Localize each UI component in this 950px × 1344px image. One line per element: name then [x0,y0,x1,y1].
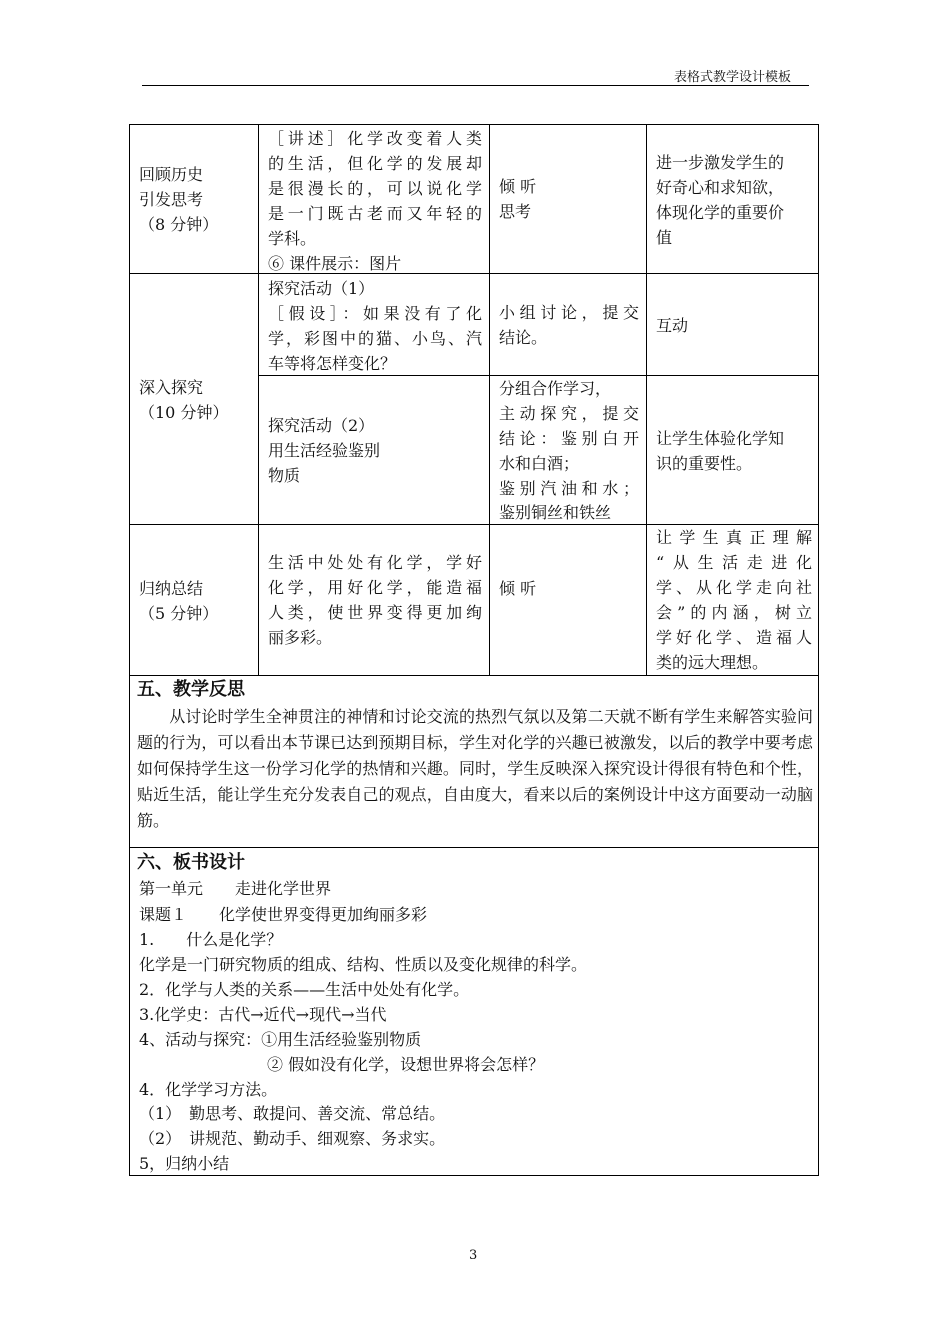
row-2-student-line-1: 小组讨论，提交 [499,303,639,322]
row-3-student-line-4: 水和白酒； [499,454,580,473]
board-heading: 六、板书设计 [137,852,245,873]
row-1-student-line-2: 思考 [499,202,532,221]
row-1-teacher-line-4: 是一门既古老而又年轻的 [268,204,482,223]
board-line-10: （1） 勤思考、敢提问、善交流、常总结。 [139,1104,446,1123]
row-3-intent-line-2: 识的重要性。 [656,454,753,473]
row-3-teacher-line-3: 物质 [268,466,301,485]
row-2-teacher-line-3: 学，彩图中的猫、小鸟、汽 [268,329,482,348]
row-4-intent-line-4: 会”的内涵，树立 [656,603,812,622]
reflection-paragraph: 从讨论时学生全神贯注的神情和讨论交流的热烈气氛以及第二天就不断有学生来解答实验问题的行为，可以看出本节课已达到预期目标，学生对化学的兴趣已被激发，以后的教学中要考虑如何保持学生这一份学习化学的热情和兴趣。同时，学生反映深入探究设计得很有特色和个性，贴近生活，能让学生充分发表自己的观点，自由度大，看来以后的案例设计中这方面要动一动脑筋。 [137,707,813,830]
row-2-teacher-line-1: 探究活动（1） [268,279,375,298]
board-line-4: 化学是一门研究物质的组成、结构、性质以及变化规律的科学。 [139,955,588,974]
row-4-intent-line-2: “从生活走进化 [656,553,812,572]
row-2-student-line-2: 结论。 [499,328,548,347]
row-4-teacher-line-4: 丽多彩。 [268,628,333,647]
row-4-intent-line-6: 类的远大理想。 [656,653,769,672]
row-3-student-line-5: 鉴别汽油和水； [499,479,639,498]
row-2-teacher-line-4: 车等将怎样变化？ [268,354,397,373]
row-3-student-line-6: 鉴别铜丝和铁丝 [499,503,612,522]
row-4-teacher-line-1: 生活中处处有化学，学好 [268,553,482,572]
row-2-stage-line-1: 深入探究 [139,378,204,397]
row-3-intent-line-1: 让学生体验化学知 [656,429,785,448]
row-4-intent-line-3: 学、从化学走向社 [656,578,812,597]
board-line-12: 5，归纳小结 [139,1154,230,1173]
row-1-intent-line-4: 值 [656,228,673,247]
row-1-teacher-line-2: 的生活，但化学的发展却 [268,154,482,173]
row-3-student-line-3: 结论：鉴别白开 [499,429,639,448]
row-1-teacher-line-1: ［讲述］化学改变着人类 [268,129,482,148]
board-line-2: 课题１ 化学使世界变得更加绚丽多彩 [139,905,428,924]
row-3-student-line-1: 分组合作学习， [499,379,612,398]
board-line-7: 4、活动与探究：①用生活经验鉴别物质 [139,1030,422,1049]
header-title: 表格式教学设计模板 [674,70,792,85]
row-4-stage-line-2: （5 分钟） [139,604,219,623]
row-4-intent-line-1: 让学生真正理解 [656,528,812,547]
row-1-intent-line-2: 好奇心和求知欲， [656,178,785,197]
row-3-teacher-line-1: 探究活动（2） [268,416,375,435]
board-line-6: 3.化学史：古代→近代→现代→当代 [139,1005,387,1024]
board-line-5: 2．化学与人类的关系——生活中处处有化学。 [139,980,470,999]
row-4-teacher-line-2: 化学，用好化学，能造福 [268,578,482,597]
board-line-1: 第一单元 走进化学世界 [139,879,332,898]
board-line-9: 4．化学学习方法。 [139,1080,278,1099]
row-2-stage-line-2: （10 分钟） [139,403,229,422]
row-4-stage-line-1: 归纳总结 [139,579,204,598]
row-2-intent-line-1: 互动 [656,316,689,335]
row-4-intent-line-5: 学好化学、造福人 [656,628,812,647]
board-line-3: 1. 什么是化学？ [139,930,283,949]
row-2-teacher-line-2: ［假设］：如果没有了化 [268,304,482,323]
row-1-intent-line-1: 进一步激发学生的 [656,153,785,172]
board-line-8: ② 假如没有化学，设想世界将会怎样？ [139,1055,545,1074]
row-1-stage-line-3: （8 分钟） [139,215,219,234]
row-3-teacher-line-2: 用生活经验鉴别 [268,441,381,460]
page-number: 3 [469,1248,478,1263]
row-1-stage-line-2: 引发思考 [139,190,204,209]
row-1-intent-line-3: 体现化学的重要价 [656,203,785,222]
reflection-heading: 五、教学反思 [137,679,245,700]
row-1-teacher-line-3: 是很漫长的，可以说化学 [268,179,482,198]
row-4-student-line-1: 倾 听 [499,579,537,598]
row-1-teacher-line-6: ⑥ 课件展示：图片 [268,254,402,273]
row-1-stage-line-1: 回顾历史 [139,165,204,184]
row-1-student-line-1: 倾 听 [499,177,537,196]
row-3-student-line-2: 主动探究，提交 [499,404,639,423]
header-rule [142,85,809,86]
row-1-teacher-line-5: 学科。 [268,229,317,248]
board-line-11: （2） 讲规范、勤动手、细观察、务求实。 [139,1129,446,1148]
row-4-teacher-line-3: 人类，使世界变得更加绚 [268,603,482,622]
